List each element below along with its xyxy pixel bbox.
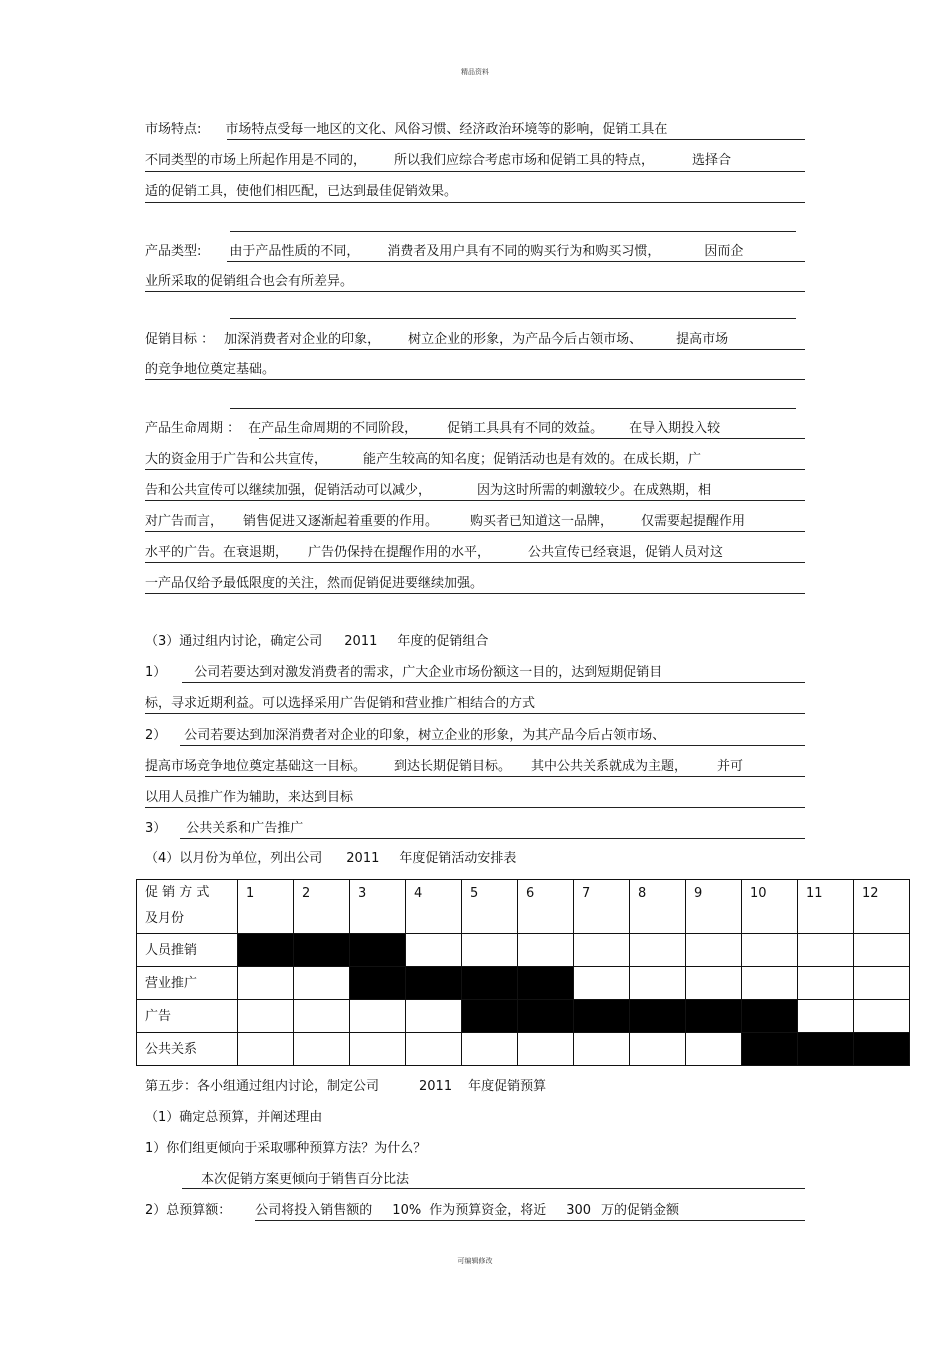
month-header: 6 [518,880,574,934]
sec3-item2-text-2c: 其中公共关系就成为主题， [531,759,688,774]
lifecycle-text-4b: 销售促进又逐渐起着重要的作用。 [243,514,439,529]
schedule-cell-empty [854,967,910,1000]
schedule-cell-active [518,1000,574,1033]
underline [182,1188,805,1189]
schedule-cell-empty [686,1033,742,1066]
schedule-cell-empty [630,1033,686,1066]
product-type-text-1c: 因而企 [704,244,744,259]
goal-text-2: 的竞争地位奠定基础。 [145,362,276,377]
market-text-2b: 所以我们应综合考虑市场和促销工具的特点， [394,153,655,168]
underline [145,469,805,470]
lifecycle-text-5b: 广告仍保持在提醒作用的水平， [308,545,491,560]
lifecycle-text-5a: 水平的广告。在衰退期， [145,545,289,560]
schedule-row-label: 公共关系 [137,1033,238,1066]
underline [229,349,805,350]
lifecycle-line-4 [145,513,745,531]
goal-text-1b: 树立企业的形象，为产品今后占领市场、 [408,332,643,347]
lifecycle-text-3b: 因为这时所需的刺激较少。在成熟期，相 [477,483,712,498]
goal-text-1c: 提高市场 [676,332,729,347]
schedule-row-label: 营业推广 [137,967,238,1000]
underline [145,171,805,172]
schedule-cell-empty [238,1033,294,1066]
step5-q2-c: 万的促销金额 [601,1203,680,1218]
schedule-row-label: 人员推销 [137,934,238,967]
schedule-row [137,1000,910,1033]
schedule-cell-empty [686,934,742,967]
schedule-cell-active [406,967,462,1000]
step5-title-a: 第五步：各小组通过组内讨论，制定公司 [145,1079,380,1094]
lifecycle-line-3 [145,482,711,500]
schedule-cell-empty [574,967,630,1000]
step5-q2-pct: 10% [392,1203,422,1218]
month-header: 5 [462,880,518,934]
schedule-cell-empty [518,1033,574,1066]
schedule-cell-active [238,934,294,967]
sec3-item1-line2 [145,695,535,713]
lifecycle-text-2b: 能产生较高的知名度；促销活动也是有效的。在成长期，广 [363,452,702,467]
sec3-item3-text-1: 公共关系和广告推广 [186,821,304,836]
market-line-2 [145,152,731,170]
lifecycle-text-4d: 仅需要起提醒作用 [641,514,746,529]
underline [145,776,805,777]
step5-q1: 1）你们组更倾向于采取哪种预算方法？为什么？ [145,1141,427,1156]
step5-a1-text: 本次促销方案更倾向于销售百分比法 [201,1172,410,1187]
product-type-line-1 [145,243,743,261]
sec3-item2-text-2b: 到达长期促销目标。 [394,759,512,774]
underline [145,593,805,594]
market-text-2a: 不同类型的市场上所起作用是不同的， [145,153,367,168]
lifecycle-text-6: 一产品仅给予最低限度的关注，然而促销促进要继续加强。 [145,576,484,591]
goal-label: 促销目标 ： [145,332,215,347]
sec3-item2-line1 [145,727,665,745]
schedule-cell-active [294,934,350,967]
sec3-item2-line3 [145,789,353,807]
corner-header-line-2: 及月份 [145,911,185,926]
schedule-cell-empty [518,934,574,967]
sec3-item3-line1 [145,820,303,838]
lifecycle-line-2 [145,451,701,469]
step5-a1 [145,1171,409,1189]
schedule-cell-active [518,967,574,1000]
underline [227,261,805,262]
schedule-cell-empty [742,967,798,1000]
schedule-cell-active [854,1033,910,1066]
sec3-item2-text-3: 以用人员推广作为辅助，来达到目标 [145,790,354,805]
sec4-title-year: 2011 [346,851,380,866]
lifecycle-text-1a: 在产品生命周期的不同阶段， [248,421,418,436]
schedule-cell-empty [406,1033,462,1066]
market-line-3 [145,183,457,201]
schedule-cell-active [574,1000,630,1033]
underline [230,318,796,319]
schedule-cell-empty [630,934,686,967]
schedule-cell-empty [574,1033,630,1066]
step5-q2-b: 作为预算资金，将近 [429,1203,547,1218]
schedule-body [137,880,910,1066]
sec3-title-b: 年度的促销组合 [397,634,489,649]
schedule-cell-active [350,967,406,1000]
schedule-cell-active [630,1000,686,1033]
underline [145,500,805,501]
product-type-line-2 [145,273,353,291]
schedule-cell-empty [854,934,910,967]
schedule-row [137,967,910,1000]
product-type-text-1b: 消费者及用户具有不同的购买行为和购买习惯， [387,244,661,259]
schedule-cell-empty [406,934,462,967]
underline [145,379,805,380]
page-header: 精品资料 [461,68,489,76]
product-type-text-2: 业所采取的促销组合也会有所差异。 [145,274,354,289]
sec3-item3-num: 3） [145,821,167,836]
month-header: 11 [798,880,854,934]
goal-line-2 [145,361,275,379]
sec3-item2-text-2a: 提高市场竞争地位奠定基础这一目标。 [145,759,367,774]
schedule-cell-active [462,1000,518,1033]
schedule-cell-empty [406,1000,462,1033]
step5-sub1: （1）确定总预算，并阐述理由 [145,1110,323,1125]
lifecycle-text-4c: 购买者已知道这一品牌， [470,514,614,529]
schedule-cell-empty [686,967,742,1000]
lifecycle-line-6 [145,575,483,593]
sec3-item1-line1 [145,664,662,682]
schedule-cell-empty [798,967,854,1000]
schedule-cell-active [686,1000,742,1033]
schedule-header-row [137,880,910,934]
sec3-item1-text-1: 公司若要达到对激发消费者的需求，广大企业市场份额这一目的，达到短期促销目 [194,665,663,680]
market-text-1: 市场特点受每一地区的文化、风俗习惯、经济政治环境等的影响，促销工具在 [225,122,668,137]
schedule-cell-active [350,934,406,967]
month-header: 10 [742,880,798,934]
goal-line-1 [145,331,728,349]
corner-header-line-1: 促 销 方 式 [145,885,210,900]
lifecycle-line-5 [145,544,723,562]
underline [255,1220,805,1221]
step5-title-b: 年度促销预算 [468,1079,547,1094]
month-header: 3 [350,880,406,934]
schedule-row-label: 广告 [137,1000,238,1033]
step5-q2 [145,1202,679,1220]
lifecycle-text-4a: 对广告而言， [145,514,224,529]
market-text-3: 适的促销工具，使他们相匹配，已达到最佳促销效果。 [145,184,458,199]
schedule-cell-empty [742,934,798,967]
step5-q2-label: 2）总预算额： [145,1203,232,1218]
schedule-cell-empty [798,1000,854,1033]
underline [145,202,805,203]
schedule-cell-empty [574,934,630,967]
schedule-corner-header [137,880,238,934]
sec3-item2-num: 2） [145,728,167,743]
lifecycle-line-1 [145,420,720,438]
schedule-cell-empty [238,967,294,1000]
schedule-row [137,1033,910,1066]
lifecycle-text-5c: 公共宣传已经衰退，促销人员对这 [528,545,724,560]
sec3-item2-line2 [145,758,743,776]
sec4-title-b: 年度促销活动安排表 [399,851,517,866]
month-header: 8 [630,880,686,934]
schedule-cell-active [742,1000,798,1033]
underline [145,807,805,808]
sec3-item1-num: 1） [145,665,167,680]
lifecycle-text-2a: 大的资金用于广告和公共宣传， [145,452,328,467]
month-header: 9 [686,880,742,934]
underline [259,438,805,439]
sec4-title [145,850,516,868]
sec3-title [145,633,488,651]
market-line-1 [145,121,667,139]
underline [145,562,805,563]
underline [227,139,805,140]
schedule-cell-active [798,1033,854,1066]
market-text-2c: 选择合 [692,153,732,168]
product-type-text-1a: 由于产品性质的不同， [229,244,360,259]
sec3-item2-text-2d: 并可 [717,759,744,774]
schedule-cell-empty [350,1000,406,1033]
schedule-cell-empty [350,1033,406,1066]
sec4-title-a: （4）以月份为单位，列出公司 [145,851,323,866]
schedule-cell-empty [294,1033,350,1066]
schedule-cell-empty [854,1000,910,1033]
month-header: 2 [294,880,350,934]
month-header: 4 [406,880,462,934]
promotion-schedule-table [136,879,910,1066]
month-header: 12 [854,880,910,934]
underline [145,291,805,292]
schedule-cell-active [742,1033,798,1066]
schedule-cell-empty [462,934,518,967]
schedule-cell-active [462,967,518,1000]
market-label: 市场特点: [145,122,202,137]
schedule-row [137,934,910,967]
step5-q2-a: 公司将投入销售额的 [255,1203,373,1218]
sec3-title-year: 2011 [344,634,378,649]
sec3-title-a: （3）通过组内讨论，确定公司 [145,634,323,649]
schedule-cell-empty [294,967,350,1000]
underline [230,408,796,409]
month-header: 7 [574,880,630,934]
page-footer: 可编辑修改 [457,1257,493,1265]
lifecycle-text-1b: 促销工具具有不同的效益。 [447,421,604,436]
lifecycle-label: 产品生命周期 ： [145,421,241,436]
schedule-cell-empty [238,1000,294,1033]
underline [230,231,796,232]
underline [182,682,805,683]
product-type-label: 产品类型: [145,244,202,259]
sec3-item2-text-1: 公司若要达到加深消费者对企业的印象，树立企业的形象，为其产品今后占领市场、 [184,728,666,743]
underline [145,531,805,532]
underline [180,838,805,839]
lifecycle-text-3a: 告和公共宣传可以继续加强，促销活动可以减少， [145,483,432,498]
step5-title-year: 2011 [419,1079,453,1094]
schedule-cell-empty [462,1033,518,1066]
schedule-cell-empty [294,1000,350,1033]
goal-text-1a: 加深消费者对企业的印象， [224,332,381,347]
schedule-cell-empty [630,967,686,1000]
sec3-item1-text-2: 标，寻求近期利益。可以选择采用广告促销和营业推广相结合的方式 [145,696,536,711]
step5-title [145,1078,546,1096]
lifecycle-text-1c: 在导入期投入较 [629,421,721,436]
month-header: 1 [238,880,294,934]
underline [145,713,805,714]
underline [180,745,805,746]
schedule-cell-empty [798,934,854,967]
step5-q2-amt: 300 [566,1203,592,1218]
